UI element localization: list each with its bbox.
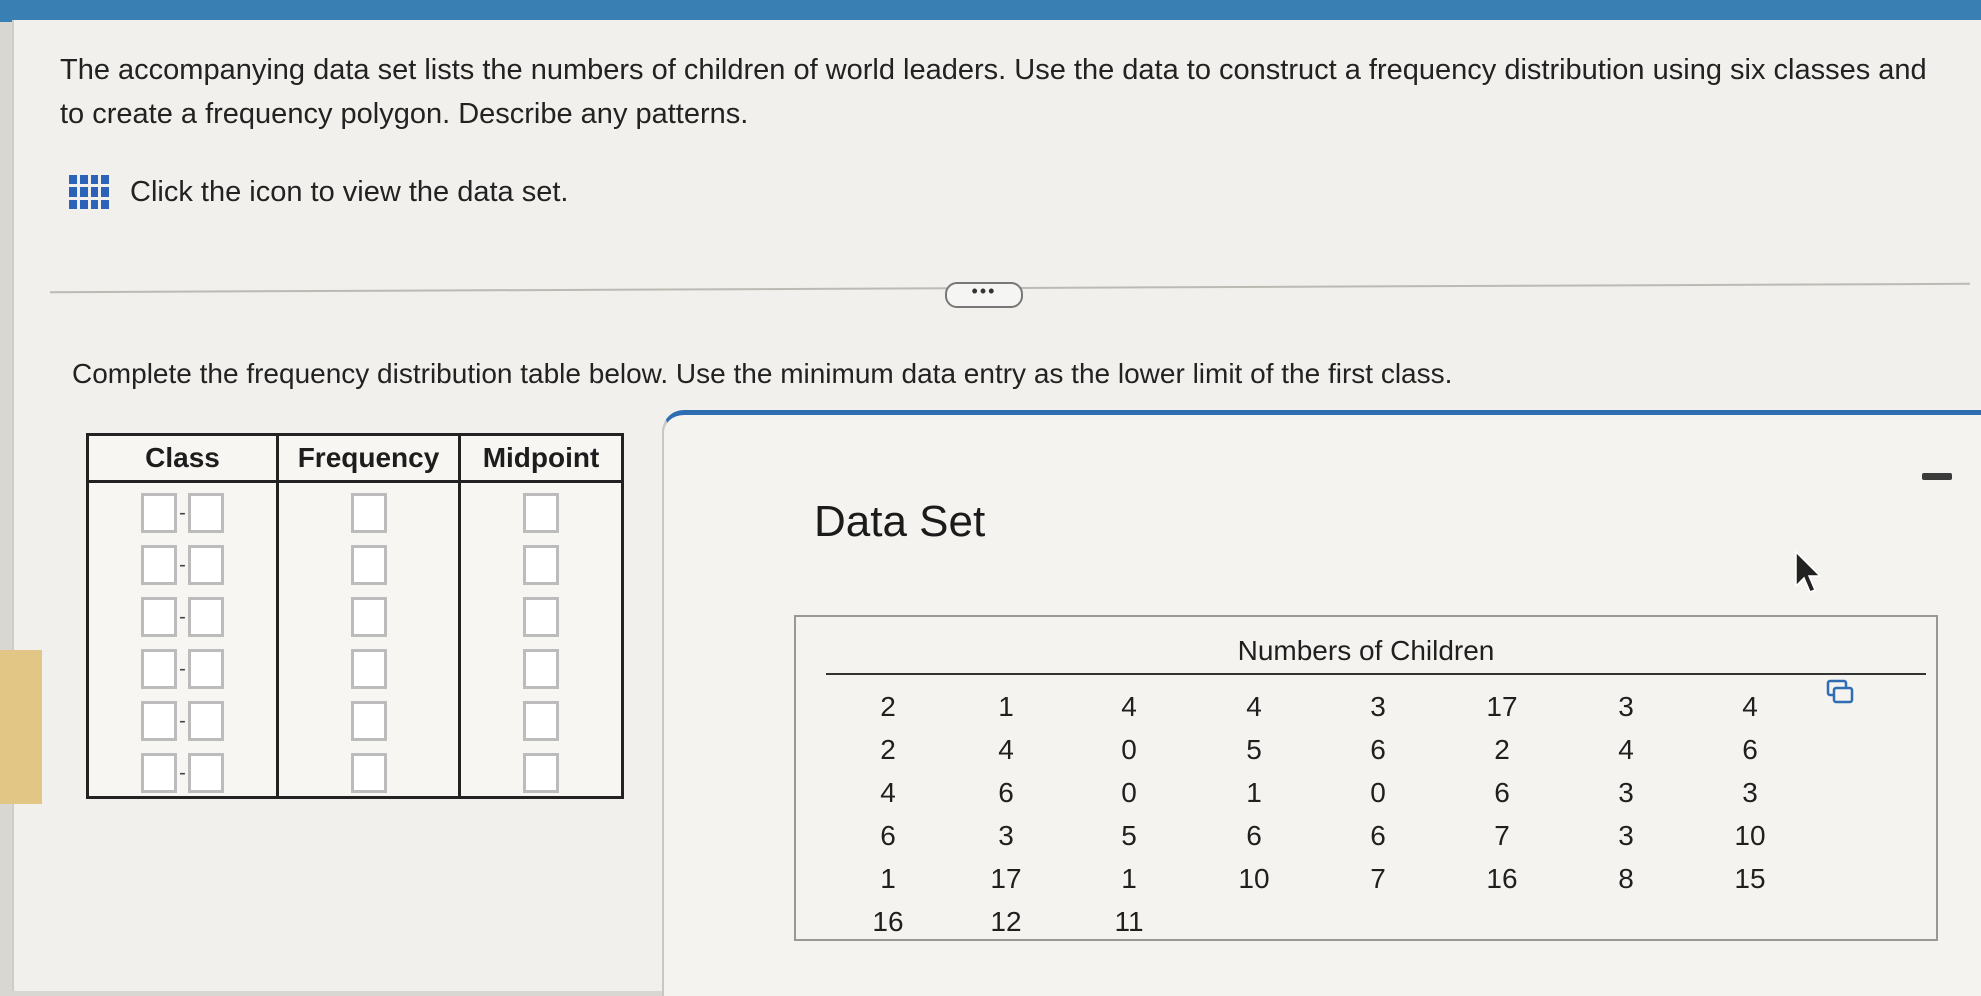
question-text: The accompanying data set lists the numbers of children of world leaders. Use the data to construct a frequency distribution using six classes and to create a frequency polygon. Describe any patterns. <box>60 54 1927 130</box>
frequency-input[interactable] <box>351 701 387 741</box>
data-value: 6 <box>1494 777 1510 808</box>
header-frequency: Frequency <box>279 436 461 480</box>
class-separator: - <box>179 709 186 732</box>
data-value: 8 <box>1618 863 1634 894</box>
data-column <box>848 685 928 943</box>
data-value: 4 <box>1742 691 1758 722</box>
data-value: 6 <box>1370 820 1386 851</box>
midpoint-row <box>461 695 621 747</box>
data-set-panel <box>662 410 1981 996</box>
data-value: 4 <box>1246 691 1262 722</box>
data-value: 1 <box>880 863 896 894</box>
frequency-table-header <box>89 436 621 483</box>
caption-rule <box>826 673 1926 675</box>
class-row <box>89 643 276 695</box>
midpoint-input[interactable] <box>523 597 559 637</box>
data-value: 0 <box>1121 734 1137 765</box>
class-row <box>89 591 276 643</box>
data-value: 4 <box>880 777 896 808</box>
left-accent-strip <box>0 650 42 804</box>
class-upper-limit-input[interactable] <box>188 545 224 585</box>
frequency-input[interactable] <box>351 649 387 689</box>
midpoint-column <box>461 483 621 799</box>
class-upper-limit-input[interactable] <box>188 753 224 793</box>
data-value: 17 <box>1486 691 1518 722</box>
midpoint-row <box>461 487 621 539</box>
midpoint-row <box>461 643 621 695</box>
mouse-cursor-icon <box>1792 550 1822 596</box>
data-value: 11 <box>1114 906 1144 937</box>
class-lower-limit-input[interactable] <box>141 753 177 793</box>
data-value: 10 <box>1734 820 1766 851</box>
class-lower-limit-input[interactable] <box>141 545 177 585</box>
data-column <box>1214 685 1294 900</box>
class-row <box>89 747 276 799</box>
class-upper-limit-input[interactable] <box>188 701 224 741</box>
class-upper-limit-input[interactable] <box>188 493 224 533</box>
frequency-input[interactable] <box>351 753 387 793</box>
frequency-row <box>279 591 458 643</box>
data-value: 3 <box>998 820 1014 851</box>
header-class: Class <box>89 436 279 480</box>
data-value: 4 <box>1618 734 1634 765</box>
data-value: 3 <box>1618 691 1634 722</box>
data-value: 6 <box>1246 820 1262 851</box>
data-value: 3 <box>1618 777 1634 808</box>
data-value: 3 <box>1370 691 1386 722</box>
frequency-table <box>86 433 624 799</box>
midpoint-input[interactable] <box>523 701 559 741</box>
data-value: 12 <box>990 906 1022 937</box>
class-lower-limit-input[interactable] <box>141 493 177 533</box>
data-caption: Numbers of Children <box>1237 635 1495 666</box>
data-value: 6 <box>1370 734 1386 765</box>
data-value: 7 <box>1494 820 1510 851</box>
frequency-input[interactable] <box>351 493 387 533</box>
data-value: 3 <box>1618 820 1634 851</box>
midpoint-input[interactable] <box>523 753 559 793</box>
data-column <box>1089 685 1169 943</box>
copy-icon[interactable] <box>1826 679 1854 705</box>
data-value: 15 <box>1734 863 1766 894</box>
class-lower-limit-input[interactable] <box>141 649 177 689</box>
data-value: 2 <box>880 734 896 765</box>
class-lower-limit-input[interactable] <box>141 597 177 637</box>
data-value: 6 <box>1742 734 1758 765</box>
data-value: 6 <box>880 820 896 851</box>
view-dataset-link[interactable] <box>66 172 568 212</box>
data-value: 1 <box>1246 777 1262 808</box>
data-value: 16 <box>1486 863 1518 894</box>
view-dataset-label[interactable]: Click the icon to view the data set. <box>130 175 569 208</box>
data-column <box>1338 685 1418 900</box>
data-value: 4 <box>1121 691 1137 722</box>
data-column <box>1710 685 1790 900</box>
frequency-input[interactable] <box>351 597 387 637</box>
midpoint-row <box>461 591 621 643</box>
class-separator: - <box>179 501 186 524</box>
data-value: 3 <box>1742 777 1758 808</box>
midpoint-row <box>461 539 621 591</box>
class-column <box>89 483 279 799</box>
class-lower-limit-input[interactable] <box>141 701 177 741</box>
expand-button[interactable]: ••• <box>945 282 1023 308</box>
class-row <box>89 487 276 539</box>
data-value: 16 <box>872 906 904 937</box>
class-separator: - <box>179 605 186 628</box>
frequency-row <box>279 539 458 591</box>
class-upper-limit-input[interactable] <box>188 597 224 637</box>
data-value: 17 <box>990 863 1022 894</box>
data-column <box>1586 685 1666 900</box>
data-value: 0 <box>1370 777 1386 808</box>
header-midpoint: Midpoint <box>482 442 600 473</box>
data-value: 1 <box>1121 863 1137 894</box>
midpoint-input[interactable] <box>523 545 559 585</box>
frequency-row <box>279 747 458 799</box>
midpoint-input[interactable] <box>523 649 559 689</box>
frequency-input[interactable] <box>351 545 387 585</box>
frequency-row <box>279 643 458 695</box>
class-row <box>89 539 276 591</box>
class-upper-limit-input[interactable] <box>188 649 224 689</box>
frequency-column <box>279 483 461 799</box>
data-value: 6 <box>998 777 1014 808</box>
class-separator: - <box>179 761 186 784</box>
midpoint-input[interactable] <box>523 493 559 533</box>
data-set-table <box>794 615 1938 941</box>
frequency-row <box>279 487 458 539</box>
grid-table-icon[interactable] <box>66 172 112 212</box>
midpoint-row <box>461 747 621 799</box>
minimize-icon[interactable] <box>1922 473 1952 480</box>
top-bar <box>0 0 1981 22</box>
data-value: 2 <box>880 691 896 722</box>
data-value: 0 <box>1121 777 1137 808</box>
data-column <box>1462 685 1542 900</box>
data-value: 5 <box>1246 734 1262 765</box>
class-separator: - <box>179 657 186 680</box>
data-value: 5 <box>1121 820 1137 851</box>
data-value: 1 <box>998 691 1014 722</box>
frequency-table-body <box>89 483 621 799</box>
class-separator: - <box>179 553 186 576</box>
frequency-row <box>279 695 458 747</box>
data-value: 10 <box>1238 863 1270 894</box>
panel-title: Data Set <box>814 497 986 546</box>
instruction-text: Complete the frequency distribution table below. Use the minimum data entry as the lower limit of the first class. <box>72 358 1453 389</box>
data-value: 7 <box>1370 863 1386 894</box>
class-row <box>89 695 276 747</box>
data-value: 4 <box>998 734 1014 765</box>
data-value: 2 <box>1494 734 1510 765</box>
data-column <box>966 685 1046 943</box>
